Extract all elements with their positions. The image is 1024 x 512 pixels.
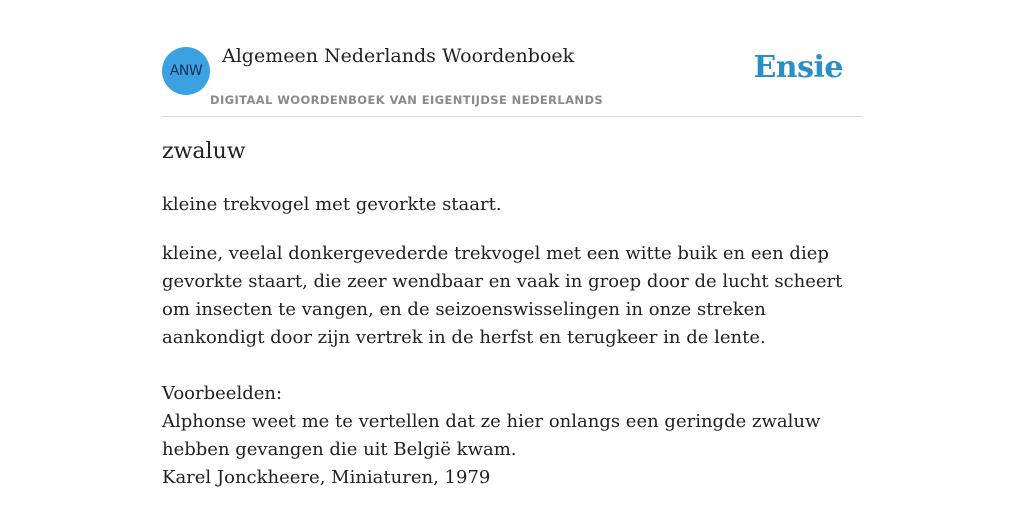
ensie-logo[interactable]: Ensie xyxy=(753,50,843,85)
dictionary-title[interactable]: Algemeen Nederlands Woordenboek xyxy=(222,45,575,67)
dictionary-subtitle: DIGITAAL WOORDENBOEK VAN EIGENTIJDSE NEDERLANDS xyxy=(210,93,604,107)
examples-section xyxy=(162,380,862,492)
examples-label: Voorbeelden: xyxy=(162,383,283,404)
header xyxy=(162,0,862,117)
long-definition: kleine, veelal donkergevederde trekvogel met een witte buik en een diep gevorkte staart, die zeer wendbaar en vaak in groep door de lucht scheert om insecten te vangen, en de seizoenswisselingen in onze streken aankondigt door zijn vertrek in de herfst en terugkeer in de lente. xyxy=(162,243,843,348)
headword: zwaluw xyxy=(162,139,246,164)
example-source: Karel Jonckheere, Miniaturen, 1979 xyxy=(162,467,491,488)
dictionary-card xyxy=(162,0,862,512)
example-sentence: Alphonse weet me te vertellen dat ze hier onlangs een geringde zwaluw hebben gevangen die uit België kwam. xyxy=(162,411,821,460)
anw-logo[interactable]: ANW xyxy=(162,47,210,95)
short-definition: kleine trekvogel met gevorkte staart. xyxy=(162,194,502,215)
